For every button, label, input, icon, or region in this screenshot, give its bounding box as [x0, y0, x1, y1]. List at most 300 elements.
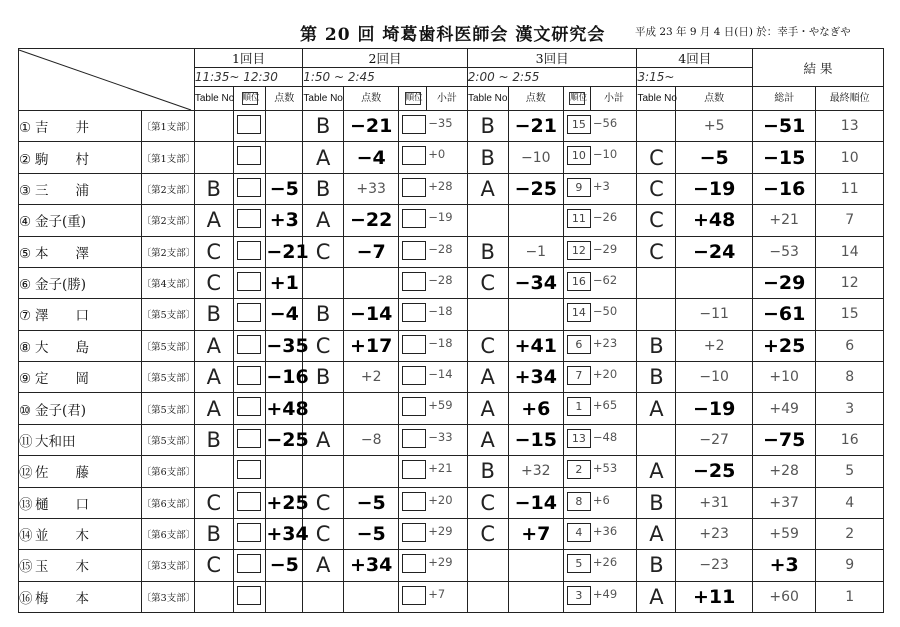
round-1-table: B [194, 518, 233, 549]
points-label: 点数 [344, 87, 399, 111]
round-4-time: 3:15~ [637, 68, 753, 87]
branch-label: 〔第6支部〕 [141, 487, 194, 518]
round-2-rank-subtotal [399, 424, 468, 455]
player-name: ⑦ 澤 口 [19, 299, 142, 330]
rank-box [237, 146, 261, 165]
round-1-rank [233, 236, 266, 267]
round-3-rank-subtotal [563, 424, 637, 455]
round-2-table: C [303, 487, 344, 518]
round-3-points: +34 [508, 362, 563, 393]
round-2-subtotal: +29 [428, 555, 453, 570]
rank-box [237, 523, 261, 542]
round-3-points: +32 [508, 456, 563, 487]
rank-box: 13 [567, 429, 591, 448]
round-4-table: B [637, 487, 676, 518]
round-1-table: B [194, 424, 233, 455]
rank-box [402, 429, 426, 448]
round-1-table: A [194, 362, 233, 393]
round-3-subtotal: −50 [592, 304, 618, 319]
round-3-points: +41 [508, 330, 563, 361]
round-3-rank-subtotal [563, 205, 637, 236]
round-3-points: −14 [508, 487, 563, 518]
round-3-table: C [467, 487, 508, 518]
round-3-subtotal: −29 [592, 241, 618, 256]
round-4-points: −24 [676, 236, 753, 267]
branch-label: 〔第5支部〕 [141, 393, 194, 424]
round-2-subtotal: −33 [428, 429, 453, 444]
round-3-table: A [467, 393, 508, 424]
round-1-table: A [194, 393, 233, 424]
final-rank: 9 [816, 550, 884, 581]
round-2-header: 2回目 [303, 49, 468, 68]
round-3-subtotal: −26 [592, 210, 618, 225]
player-row [19, 456, 884, 487]
round-3-rank-subtotal [563, 111, 637, 142]
round-1-points: −16 [266, 362, 303, 393]
round-2-rank-subtotal [399, 142, 468, 173]
rank-box [402, 209, 426, 228]
rank-box: 5 [567, 554, 591, 573]
round-2-rank-subtotal [399, 173, 468, 204]
round-2-table: C [303, 518, 344, 549]
table-no-label: Table No [467, 87, 508, 111]
final-rank: 8 [816, 362, 884, 393]
round-2-subtotal: +21 [428, 461, 453, 476]
round-2-rank-subtotal [399, 550, 468, 581]
round-3-rank-subtotal [563, 267, 637, 298]
rank-box [402, 241, 426, 260]
rank-box [237, 335, 261, 354]
round-3-points: −34 [508, 267, 563, 298]
round-2-subtotal: −19 [428, 210, 453, 225]
subtotal-label: 小計 [426, 87, 467, 111]
total-score: −75 [753, 424, 816, 455]
round-2-points: +33 [344, 173, 399, 204]
round-1-points: −21 [266, 236, 303, 267]
player-row [19, 362, 884, 393]
final-rank: 13 [816, 111, 884, 142]
round-1-points [266, 142, 303, 173]
round-4-table: C [637, 205, 676, 236]
round-4-points: −10 [676, 362, 753, 393]
player-name: ⑭ 並 木 [19, 518, 142, 549]
rank-box: 10 [567, 146, 591, 165]
round-3-table: B [467, 142, 508, 173]
round-1-table [194, 581, 233, 612]
round-3-table: A [467, 362, 508, 393]
round-1-points: +34 [266, 518, 303, 549]
round-2-table: A [303, 424, 344, 455]
player-row [19, 518, 884, 549]
round-1-table: C [194, 236, 233, 267]
rank-box [237, 586, 261, 605]
player-row [19, 236, 884, 267]
results-header: 結 果 [753, 49, 884, 87]
rank-box [402, 397, 426, 416]
round-4-points: +11 [676, 581, 753, 612]
round-2-table: B [303, 362, 344, 393]
rank-box [402, 303, 426, 322]
page-title: 第 20 回 埼葛歯科医師会 漢文研究会 [300, 25, 606, 45]
branch-label: 〔第5支部〕 [141, 330, 194, 361]
round-1-table: B [194, 299, 233, 330]
rank-box: 4 [567, 523, 591, 542]
round-1-points: +48 [266, 393, 303, 424]
rank-box: 9 [567, 178, 591, 197]
round-4-table [637, 424, 676, 455]
diagonal-line [19, 50, 191, 110]
round-2-rank-subtotal [399, 111, 468, 142]
round-1-rank [233, 550, 266, 581]
total-score: −51 [753, 111, 816, 142]
round-2-rank-subtotal [399, 362, 468, 393]
branch-label: 〔第5支部〕 [141, 299, 194, 330]
round-1-table: A [194, 330, 233, 361]
round-4-header: 4回目 [637, 49, 753, 68]
round-1-table: C [194, 267, 233, 298]
round-2-rank-subtotal [399, 236, 468, 267]
rank-box [402, 146, 426, 165]
total-label: 総計 [753, 87, 816, 111]
round-2-subtotal: +20 [428, 492, 453, 507]
round-1-points: +3 [266, 205, 303, 236]
rank-box: 11 [567, 209, 591, 228]
round-3-points: −1 [508, 236, 563, 267]
total-score: +25 [753, 330, 816, 361]
round-3-points: −25 [508, 173, 563, 204]
round-1-points [266, 581, 303, 612]
round-4-table [637, 299, 676, 330]
round-2-points [344, 267, 399, 298]
final-rank: 12 [816, 267, 884, 298]
round-4-points: −19 [676, 393, 753, 424]
round-3-table [467, 299, 508, 330]
round-1-points: +25 [266, 487, 303, 518]
branch-label: 〔第4支部〕 [141, 267, 194, 298]
subtotal-label: 小計 [591, 87, 637, 111]
rank-box [402, 272, 426, 291]
round-1-points: +1 [266, 267, 303, 298]
round-1-rank [233, 518, 266, 549]
round-4-points: −27 [676, 424, 753, 455]
round-1-rank [233, 393, 266, 424]
round-3-rank-subtotal [563, 581, 637, 612]
round-4-points: +31 [676, 487, 753, 518]
rank-box: 1 [567, 397, 591, 416]
round-4-table [637, 111, 676, 142]
rank-box [402, 586, 426, 605]
rank-box [402, 115, 426, 134]
player-row [19, 424, 884, 455]
round-3-table: B [467, 236, 508, 267]
rank-box [237, 178, 261, 197]
player-name: ⑯ 梅 本 [19, 581, 142, 612]
rank-box [402, 523, 426, 542]
round-1-table: B [194, 173, 233, 204]
round-2-points: +2 [344, 362, 399, 393]
round-4-table: A [637, 456, 676, 487]
round-3-table [467, 550, 508, 581]
player-name: ⑪ 大和田 [19, 424, 142, 455]
branch-label: 〔第2支部〕 [141, 173, 194, 204]
rank-box-label: 順位 [563, 87, 591, 111]
round-4-table: A [637, 518, 676, 549]
round-2-points: −22 [344, 205, 399, 236]
rank-box [237, 366, 261, 385]
round-2-table: A [303, 142, 344, 173]
round-2-subtotal: −28 [428, 241, 453, 256]
round-4-table [637, 267, 676, 298]
points-label: 点数 [266, 87, 303, 111]
round-2-rank-subtotal [399, 393, 468, 424]
round-3-subtotal: −56 [592, 116, 618, 130]
player-name: ⑩ 金子(君) [19, 393, 142, 424]
round-4-table: A [637, 393, 676, 424]
round-1-points: −5 [266, 550, 303, 581]
branch-label: 〔第1支部〕 [141, 111, 194, 142]
round-1-table: A [194, 205, 233, 236]
player-name: ④ 金子(重) [19, 205, 142, 236]
final-rank-label: 最終順位 [816, 87, 884, 111]
round-2-rank-subtotal [399, 299, 468, 330]
round-3-subtotal: −10 [592, 147, 618, 162]
round-2-table: B [303, 111, 344, 142]
round-2-points: −21 [344, 111, 399, 142]
branch-label: 〔第5支部〕 [141, 424, 194, 455]
branch-label: 〔第3支部〕 [141, 550, 194, 581]
round-3-table: A [467, 424, 508, 455]
round-2-points: +34 [344, 550, 399, 581]
round-3-subtotal: +65 [592, 398, 618, 413]
round-4-points [676, 267, 753, 298]
player-name: ⑨ 定 岡 [19, 362, 142, 393]
total-score: +60 [753, 581, 816, 612]
round-3-table [467, 205, 508, 236]
round-1-header: 1回目 [194, 49, 302, 68]
round-3-rank-subtotal [563, 550, 637, 581]
round-3-rank-subtotal [563, 330, 637, 361]
player-name: ⑥ 金子(勝) [19, 267, 142, 298]
round-3-points: +7 [508, 518, 563, 549]
round-3-points: +6 [508, 393, 563, 424]
round-3-points [508, 299, 563, 330]
rank-box-label: 順位 [233, 87, 266, 111]
round-1-rank [233, 299, 266, 330]
round-2-table: A [303, 205, 344, 236]
rank-box: 2 [567, 460, 591, 479]
final-rank: 3 [816, 393, 884, 424]
rank-box [237, 241, 261, 260]
rank-box: 3 [567, 586, 591, 605]
round-3-rank-subtotal [563, 456, 637, 487]
round-3-points [508, 581, 563, 612]
round-2-table: C [303, 330, 344, 361]
rank-box [237, 554, 261, 573]
player-row [19, 173, 884, 204]
rank-box: 6 [567, 335, 591, 354]
round-3-rank-subtotal [563, 236, 637, 267]
round-2-rank-subtotal [399, 267, 468, 298]
points-label: 点数 [676, 87, 753, 111]
table-no-label: Table No [303, 87, 344, 111]
rank-box [402, 460, 426, 479]
total-score: +37 [753, 487, 816, 518]
round-2-rank-subtotal [399, 456, 468, 487]
total-score: +10 [753, 362, 816, 393]
round-4-points: +48 [676, 205, 753, 236]
round-2-subtotal: −35 [428, 116, 453, 130]
rank-box [237, 272, 261, 291]
total-score: +21 [753, 205, 816, 236]
rank-box [402, 335, 426, 354]
round-4-points: +2 [676, 330, 753, 361]
round-2-table [303, 581, 344, 612]
total-score: −16 [753, 173, 816, 204]
round-3-subtotal: +6 [592, 492, 610, 507]
round-1-points: −5 [266, 173, 303, 204]
round-3-table: B [467, 456, 508, 487]
round-2-points [344, 393, 399, 424]
round-3-table: A [467, 173, 508, 204]
rank-box [402, 554, 426, 573]
player-row [19, 393, 884, 424]
branch-label: 〔第1支部〕 [141, 142, 194, 173]
final-rank: 5 [816, 456, 884, 487]
total-score: +59 [753, 518, 816, 549]
rank-box-label: 順位 [399, 87, 427, 111]
total-score: +49 [753, 393, 816, 424]
rank-box [237, 115, 261, 134]
round-3-subtotal: −62 [592, 272, 618, 287]
round-4-table: A [637, 581, 676, 612]
player-row [19, 142, 884, 173]
total-score: −29 [753, 267, 816, 298]
round-2-rank-subtotal [399, 487, 468, 518]
round-4-points: −11 [676, 299, 753, 330]
rank-box [237, 492, 261, 511]
round-4-points: −5 [676, 142, 753, 173]
round-1-table [194, 142, 233, 173]
round-3-rank-subtotal [563, 518, 637, 549]
round-2-time: 1:50 ~ 2:45 [303, 68, 468, 87]
round-2-points: −4 [344, 142, 399, 173]
player-row [19, 111, 884, 142]
round-1-table: C [194, 487, 233, 518]
round-1-rank [233, 424, 266, 455]
round-2-table [303, 267, 344, 298]
final-rank: 4 [816, 487, 884, 518]
player-name: ⑧ 大 島 [19, 330, 142, 361]
round-2-points: −8 [344, 424, 399, 455]
final-rank: 6 [816, 330, 884, 361]
score-sheet-table [18, 48, 884, 613]
round-2-rank-subtotal [399, 330, 468, 361]
round-4-points: −25 [676, 456, 753, 487]
round-2-points [344, 456, 399, 487]
round-2-subtotal: +0 [428, 147, 446, 162]
round-4-table: C [637, 236, 676, 267]
round-4-points: +5 [676, 111, 753, 142]
round-1-points [266, 456, 303, 487]
round-3-rank-subtotal [563, 299, 637, 330]
player-row [19, 299, 884, 330]
round-2-points [344, 581, 399, 612]
rank-box: 8 [567, 492, 591, 511]
round-1-rank [233, 267, 266, 298]
round-4-table: B [637, 362, 676, 393]
branch-label: 〔第2支部〕 [141, 205, 194, 236]
round-2-subtotal: +28 [428, 178, 453, 193]
round-2-points: +17 [344, 330, 399, 361]
round-2-rank-subtotal [399, 518, 468, 549]
rank-box: 14 [567, 303, 591, 322]
round-4-table: C [637, 173, 676, 204]
round-2-subtotal: −14 [428, 367, 453, 381]
branch-label: 〔第5支部〕 [141, 362, 194, 393]
round-3-time: 2:00 ~ 2:55 [467, 68, 637, 87]
round-3-rank-subtotal [563, 142, 637, 173]
rank-box: 7 [567, 366, 591, 385]
rank-box [402, 178, 426, 197]
round-2-table [303, 456, 344, 487]
player-row [19, 550, 884, 581]
round-4-table: B [637, 550, 676, 581]
round-2-subtotal: +59 [428, 398, 453, 413]
round-1-rank [233, 205, 266, 236]
round-3-points: −21 [508, 111, 563, 142]
rank-box [237, 397, 261, 416]
round-3-points [508, 550, 563, 581]
round-1-rank [233, 487, 266, 518]
round-2-subtotal: +7 [428, 586, 446, 601]
table-no-label: Table No [194, 87, 233, 111]
branch-label: 〔第6支部〕 [141, 456, 194, 487]
round-4-table: B [637, 330, 676, 361]
round-3-table [467, 581, 508, 612]
round-3-points: −15 [508, 424, 563, 455]
round-1-rank [233, 142, 266, 173]
player-name: ⑫ 佐 藤 [19, 456, 142, 487]
round-2-table: B [303, 299, 344, 330]
table-no-label: Table No [637, 87, 676, 111]
round-1-rank [233, 581, 266, 612]
round-1-rank [233, 456, 266, 487]
round-3-rank-subtotal [563, 393, 637, 424]
player-name: ⑬ 樋 口 [19, 487, 142, 518]
round-3-rank-subtotal [563, 487, 637, 518]
rank-box [402, 492, 426, 511]
round-2-table: B [303, 173, 344, 204]
round-1-points: −25 [266, 424, 303, 455]
round-1-rank [233, 330, 266, 361]
round-3-subtotal: +23 [592, 335, 618, 350]
player-row [19, 487, 884, 518]
corner-cell [19, 49, 195, 111]
rank-box [237, 209, 261, 228]
round-2-table: A [303, 550, 344, 581]
round-1-rank [233, 173, 266, 204]
round-1-time: 11:35~ 12:30 [194, 68, 302, 87]
final-rank: 16 [816, 424, 884, 455]
round-3-subtotal: +53 [592, 461, 618, 476]
points-label: 点数 [508, 87, 563, 111]
final-rank: 7 [816, 205, 884, 236]
round-2-subtotal: −18 [428, 335, 453, 350]
total-score: −53 [753, 236, 816, 267]
round-2-subtotal: −28 [428, 272, 453, 287]
round-2-rank-subtotal [399, 581, 468, 612]
final-rank: 2 [816, 518, 884, 549]
